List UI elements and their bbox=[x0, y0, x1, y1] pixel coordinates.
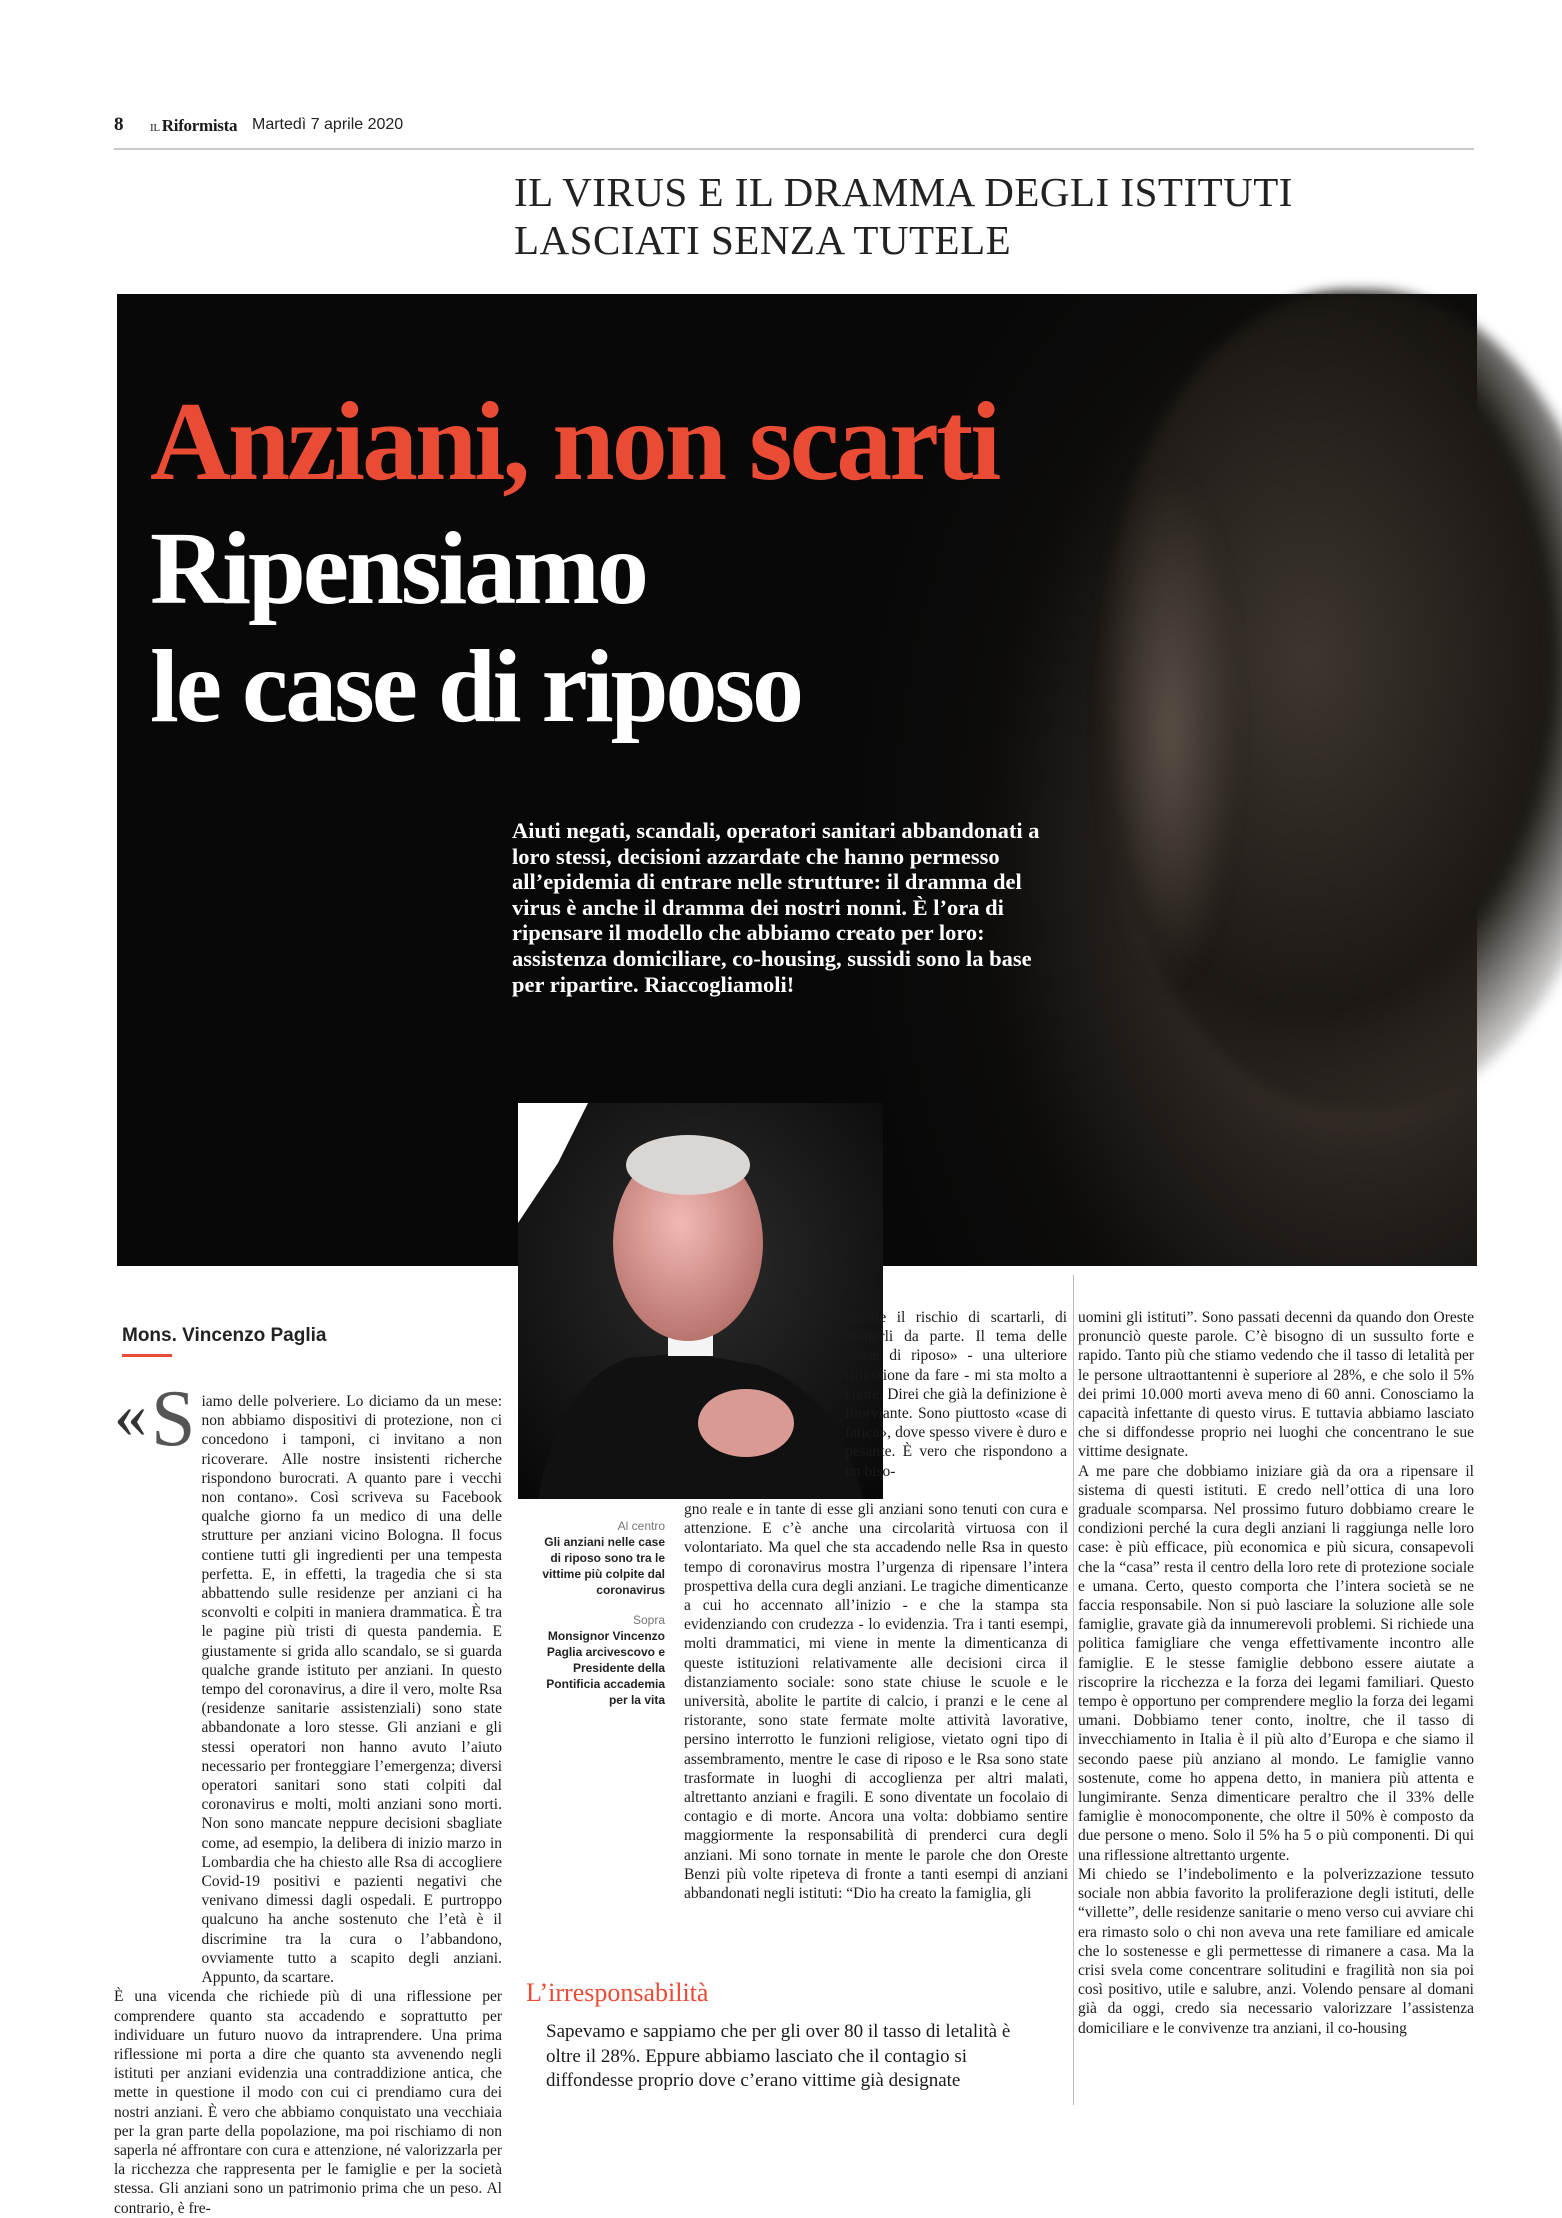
kicker-line-2: LASCIATI SENZA TUTELE bbox=[514, 217, 1012, 263]
portrait-illustration bbox=[518, 1103, 883, 1499]
article-column-1 bbox=[114, 1375, 502, 2218]
caption-text-1: Gli anziani nelle case di riposo sono tra le vittime più colpite dal coronavirus bbox=[542, 1535, 665, 1597]
page-number: 8 bbox=[114, 114, 124, 135]
headline-primary: Anziani, non scarti bbox=[150, 380, 999, 504]
paragraph: A me pare che dobbiamo iniziare già da ora a ripensare il sistema di questi istituti. E credo nell’ottica di una loro graduale scomparsa. Nel prossimo futuro dobbiamo creare le condizioni perché la cura degli anziani li raggiunga nelle loro case: è più efficace, più economica e più sicura, consapevoli che la “casa” resta il centro della loro rete di protezione sociale e umana. Certo, questo comporta che l’intera società se ne faccia responsabile. Non si può lasciare la soluzione alle sole famiglie, gravate già da innumerevoli problemi. Si richiede una politica famigliare che venga effettivamente incontro alle famiglie. E le stesse famiglie debbono essere aiutate a riscoprire la ricchezza e la forza dei legami familiari. Questo tempo è opportuno per comprendere meglio la forza dei legami umani. Dobbiamo tener conto, inoltre, che il tasso di invecchiamento in Italia è il più alto d’Europa e che siamo il secondo paese più anziano al mondo. Le famiglie vanno sostenute, come ho appena detto, in maniera più attenta e lungimirante. Senza dimenticare peraltro che il 33% delle famiglie è monocomponente, che oltre il 50% è composto da due persone o meno. Solo il 5% ha 5 o più componenti. Di qui una riflessione altrettanto urgente. bbox=[1078, 1462, 1474, 1864]
hero-light bbox=[1100, 470, 1240, 990]
caption-label-2: Sopra bbox=[632, 1613, 665, 1627]
caption-label-1: Al centro bbox=[617, 1519, 665, 1533]
section-kicker bbox=[514, 168, 1293, 264]
author-portrait bbox=[518, 1103, 883, 1499]
drop-cap: S bbox=[151, 1375, 196, 1463]
pullquote-text: Sapevamo e sappiamo che per gli over 80 il tasso di letalità è oltre il 28%. Eppure abbiamo lasciato che il contagio si diffondesse proprio dove c’erano vittime già designate bbox=[546, 2021, 1011, 2091]
header-rule bbox=[114, 148, 1474, 150]
caption-text-2: Monsignor Vincenzo Paglia arcivescovo e Presidente della Pontificia accademia per la vita bbox=[546, 1629, 665, 1707]
opening-quote-mark: « bbox=[114, 1379, 147, 1452]
photo-caption bbox=[540, 1518, 665, 1708]
paragraph: È una vicenda che richiede più di una riflessione per comprendere quanto sta accadendo e soprattutto per individuare un futuro nuovo da intraprendere. Una prima riflessione mi porta a dire che quanto sta avvenendo negli istituti per anziani evidenzia una contraddizione antica, che mette in questione il modo con cui ci prendiamo cura dei nostri anziani. È vero che abbiamo conquistato una vecchiaia per la gran parte della popolazione, ma poi rischiamo di non saperla né affrontare con cura e attenzione, né valorizzarla per la ricchezza che rappresenta per le famiglie e per la società stessa. Gli anziani sono un patrimonio prima che un peso. Al contrario, è fre- bbox=[114, 1988, 502, 2217]
byline-underline bbox=[122, 1354, 172, 1357]
article-lead bbox=[114, 1375, 502, 1987]
article-column-3 bbox=[1078, 1308, 1474, 2038]
standfirst: Aiuti negati, scandali, operatori sanitari abbandonati a loro stessi, decisioni azzardate che hanno permesso all’epidemia di entrare nelle strutture: il dramma del virus è anche il dramma dei nostri nonni. È l’ora di ripensare il modello che abbiamo creato per loro: assistenza domiciliare, co-housing, sussidi sono la base per ripartire. Riaccogliamoli! bbox=[512, 818, 1040, 997]
author-byline: Mons. Vincenzo Paglia bbox=[122, 1325, 327, 1346]
newspaper-logo: IL Riformista bbox=[150, 116, 238, 135]
issue-date: Martedì 7 aprile 2020 bbox=[252, 116, 404, 133]
paragraph: Mi chiedo se l’indebolimento e la polverizzazione tessuto sociale non abbia favorito la proliferazione degli istituti, delle “villette”, delle residenze sanitarie o meno verso cui avviare chi era rimasto solo o chi non aveva una rete familiare ed amicale che lo sostenesse e gli permettesse di rimanere a casa. Ma la crisi svela come concentrare solitudini e fragilità non sia poi così positivo, utile e salubre, anzi. Volendo pensare al domani già da oggi, credo sia necessario valorizzare l’assistenza domiciliare e le convivenze tra anziani, il co-housing bbox=[1078, 1865, 1474, 2037]
paragraph: uomini gli istituti”. Sono passati decenni da quando don Oreste pronunciò queste parole. C’è bisogno di un sussulto forte e rapido. Tanto più che stiamo vedendo che il tasso di letalità per le persone ultraottantenni è superiore al 28%, e che solo il 5% dei primi 10.000 morti aveva meno di 60 anni. Conosciamo la capacità infettante di questo virus. E tuttavia abbiamo lasciato che si diffondesse proprio nei luoghi che concentrano le sue vittime designate. bbox=[1078, 1309, 1474, 1461]
lead-paragraph: iamo delle polveriere. Lo diciamo da un mese: non abbiamo dispositivi di protezione, non ci concedono i tamponi, ci invitano a non ricoverare. Alle nostre insistenti richerche rispondono burocrati. A quanto pare i vecchi non contano». Così scriveva su Facebook qualche giorno fa un medico di una delle strutture per anziani vicino Bologna. Il focus contiene tutti gli ingredienti per una tempesta perfetta. E, in effetti, la tragedia che si sta abbattendo sulle residenze per anziani ci ha sconvolti e colpiti in maniera drammatica. È tra le pagine più tristi di questa pandemia. E giustamente si grida allo scandalo, se si guarda qualche grande istituto per anziani. In questo tempo del coronavirus, a dire il vero, molte Rsa (residenze sanitarie assistenziali) sono state abbandonate a loro stesse. Gli anziani e gli stessi operatori non hanno avuto l’aiuto necessario per fronteggiare l’emergenza; diversi operatori sanitari sono stati colpiti dal coronavirus e molti, molti anziani sono morti. Non sono mancate neppure decisioni sbagliate come, ad esempio, la delibera di inizio marzo in Lombardia che ha chiesto alle Rsa di accogliere Covid-19 positivi e pazienti negativi che venivano dimessi dagli ospedali. E purtroppo qualcuno ha anche sostenuto che l’età è il discrimine tra la cura o l’abbandono, ovviamente tutto a scapito degli anziani. Appunto, da scartare. bbox=[201, 1393, 502, 1987]
pullquote-title: L’irresponsabilità bbox=[526, 1978, 709, 2007]
article-column-2-top: quente il rischio di scartarli, di metterli da parte. Il tema delle «case di riposo» - una ulteriore riflessione da fare - mi sta molto a cuore. Direi che già la definizione è fuorviante. Sono piuttosto «case di fatica», dove spesso vivere è duro e pesante. È vero che rispondono a un biso- bbox=[845, 1309, 1067, 1480]
headline-secondary: Ripensiamo le case di riposo bbox=[150, 511, 801, 744]
kicker-line-1: IL VIRUS E IL DRAMMA DEGLI ISTITUTI bbox=[514, 169, 1293, 215]
paragraph: gno reale e in tante di esse gli anziani sono tenuti con cura e attenzione. E c’è anche una circolarità virtuosa con il volontariato. Ma quel che sta accadendo nelle Rsa in questo tempo di coronavirus mostra l’urgenza di ripensare l’intera prospettiva della cura degli anziani. Le tragiche dimenticanze a cui ho accennato all’inizio - e che la stampa sta evidenziando con crudezza - lo evidenzia. Tra i tanti esempi, molti drammatici, mi viene in mente la dimenticanza di queste istituzioni relativamente alle decisioni circa il distanziamento sociale: sono state chiuse le scuole e le università, abolite le partite di calcio, i pranzi e le cene al ristorante, sono state fermate molte attività lavorative, persino interrotto le funzioni religiose, vietato ogni tipo di assembramento, mentre le case di riposo e le Rsa sono state trasformate in luoghi di accoglienza per altri malati, altrettanto anziani e fragili. E sono diventate un focolaio di contagio e di morte. Ancora una volta: dobbiamo sentire maggiormente la responsabilità di prenderci cura degli anziani. Mi sono tornate in mente le parole che don Oreste Benzi più volte ripeteva di fronte a tanti esempi di anziani abbandonati negli istituti: “Dio ha creato la famiglia, gli bbox=[684, 1501, 1068, 1903]
column-divider bbox=[1073, 1275, 1074, 2105]
article-column-2 bbox=[684, 1500, 1068, 1903]
